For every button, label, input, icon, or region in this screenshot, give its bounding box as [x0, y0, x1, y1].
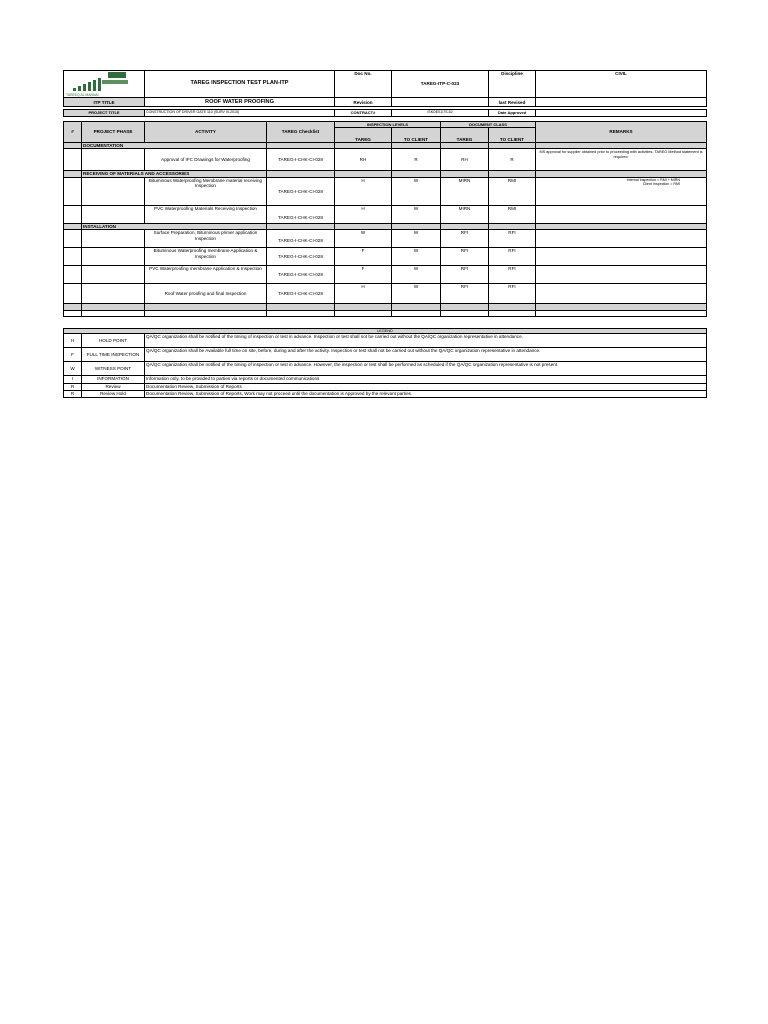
discipline-label: Discipline	[489, 71, 536, 98]
table-row	[64, 149, 707, 171]
remarks-cell	[536, 266, 707, 284]
insp-client-cell: W	[392, 248, 441, 266]
company-logo	[64, 71, 145, 98]
legend-code: R	[64, 384, 82, 391]
legend-name: Review Hold	[82, 391, 145, 398]
insp-client-cell: W	[392, 266, 441, 284]
table-row	[64, 205, 707, 223]
legend-code: I	[64, 376, 82, 384]
checklist-cell: TAREG-I-CHK-CI-028	[267, 205, 335, 223]
activity-cell: Bituminous Waterproofing Membrane material receiving Inspection	[145, 177, 267, 205]
doc-client-cell: RMI	[489, 205, 536, 223]
insp-tareg-cell: W	[335, 230, 392, 248]
table-row	[64, 311, 707, 317]
doc-client-cell: RFI	[489, 248, 536, 266]
doc-client-cell: RFI	[489, 284, 536, 304]
insp-tareg-cell: RH	[335, 149, 392, 171]
doc-tareg-cell: RFI	[441, 266, 489, 284]
insp-tareg-cell: H	[335, 284, 392, 304]
legend-desc: QA/QC organization shall be notified of the timing of inspection or test in advance. However, the inspection or test shall be performed as scheduled if the QA/QC organization representative is not present	[145, 362, 707, 376]
remarks-cell: MS approval for supplier obtained prior to proceeding with activities, TAREG Method statement is required.	[536, 149, 707, 171]
col-remarks: REMARKS	[536, 121, 707, 142]
legend-desc: Documentation Review, Submission of Reports	[145, 384, 707, 391]
legend-name: WITNESS POINT	[82, 362, 145, 376]
section-title: DOCUMENTATION	[82, 143, 267, 149]
itp-sheet	[63, 70, 706, 398]
plan-title: TAREG INSPECTION TEST PLAN-ITP	[145, 71, 335, 98]
insp-client-cell: W	[392, 205, 441, 223]
insp-client-cell: W	[392, 230, 441, 248]
itp-table	[63, 121, 707, 318]
last-revised-label: last Revised	[489, 98, 536, 107]
doc-tareg-cell: MIRN	[441, 177, 489, 205]
checklist-cell: TAREG-I-CHK-CI-028	[267, 149, 335, 171]
legend-code: W	[64, 362, 82, 376]
col-insp-client: TO CLIENT	[392, 128, 441, 143]
doc-client-cell: R	[489, 149, 536, 171]
legend-title: LEGEND	[64, 329, 707, 334]
remarks-cell	[536, 248, 707, 266]
remarks-cell	[536, 284, 707, 304]
legend-code: R	[64, 391, 82, 398]
legend-name: HOLD POINT	[82, 334, 145, 348]
legend-desc: Information only, to be provided to parties via reports or documented communications	[145, 376, 707, 384]
table-row	[64, 266, 707, 284]
itp-title-label: ITP TITLE	[64, 98, 145, 107]
doc-tareg-cell: RFI	[441, 230, 489, 248]
revision-value	[392, 98, 489, 107]
table-row	[64, 230, 707, 248]
date-approved-value	[536, 110, 707, 116]
table-row	[64, 304, 707, 311]
remarks-cell	[536, 230, 707, 248]
legend-name: FULL TIME INSPECTION	[82, 348, 145, 362]
activity-cell: Bituminous Waterproofing membrane Application & Inspection	[145, 248, 267, 266]
legend-row	[64, 362, 707, 376]
doc-no-label: Doc No.	[335, 71, 392, 98]
activity-cell: Approval of IFC Drawings for Waterproofing	[145, 149, 267, 171]
contract-label: CONTRACT#	[335, 110, 392, 116]
checklist-cell: TAREG-I-CHK-CI-028	[267, 230, 335, 248]
doc-client-cell: RMI	[489, 177, 536, 205]
doc-client-cell: RFI	[489, 230, 536, 248]
legend-code: H	[64, 334, 82, 348]
col-phase: PROJECT PHASE	[82, 121, 145, 142]
legend-name: Review	[82, 384, 145, 391]
itp-title-value: ROOF WATER PROOFING	[145, 98, 335, 107]
table-row	[64, 284, 707, 304]
col-inspection-levels: INSPECTION LEVELS	[335, 121, 441, 127]
legend-name: INFORMATION	[82, 376, 145, 384]
insp-tareg-cell: F	[335, 248, 392, 266]
header-table-3	[63, 109, 707, 116]
activity-cell: Surface Preparation, Bituminous primer application Inspection	[145, 230, 267, 248]
table-row	[64, 248, 707, 266]
insp-client-cell: W	[392, 177, 441, 205]
legend-row	[64, 391, 707, 398]
legend-row	[64, 348, 707, 362]
legend-row	[64, 376, 707, 384]
doc-client-cell: RFI	[489, 266, 536, 284]
insp-client-cell: W	[392, 284, 441, 304]
col-num: #	[64, 121, 82, 142]
last-revised-value	[536, 98, 707, 107]
checklist-cell: TAREG-I-CHK-CI-028	[267, 248, 335, 266]
legend-desc: QA/QC organization shall be Available full time on site, before, during and after the activity. Inspection or test shall not be carried out without the QA/QC organization representative in attendance.	[145, 348, 707, 362]
legend-code: F	[64, 348, 82, 362]
doc-tareg-cell: RFI	[441, 248, 489, 266]
col-activity: ACTIVITY	[145, 121, 267, 142]
checklist-cell: TAREG-I-CHK-CI-028	[267, 284, 335, 304]
activity-cell: Roof Water proofing and final Inspection	[145, 284, 267, 304]
col-checklist: TAREG Checklist	[267, 121, 335, 142]
insp-tareg-cell: H	[335, 205, 392, 223]
col-doc-client: TO CLIENT	[489, 128, 536, 143]
doc-no-value: TAREG-ITP-C-023	[392, 71, 489, 98]
activity-cell: PVC Waterproofing Materials Receiving Inspection	[145, 205, 267, 223]
header-table-2	[63, 97, 707, 107]
activity-cell: PVC Waterproofing membrane Application & Inspection	[145, 266, 267, 284]
revision-label: Revision	[335, 98, 392, 107]
legend-desc: QA/QC organization shall be notified of the timing of inspection or test in advance. Inspection or test shall not be carried out without the QA/QC organization representative in attendance.	[145, 334, 707, 348]
remarks-cell	[536, 205, 707, 223]
project-title-value: CONSTRUCTION OF DRIVER GATE 110 (SURV III-2015)	[145, 110, 335, 116]
table-row	[64, 177, 707, 205]
legend-table	[63, 328, 707, 398]
insp-tareg-cell: H	[335, 177, 392, 205]
legend-desc: Documentation Review, Submission of Reports, Work may not proceed until the documentation is Approved by the relevant parties.	[145, 391, 707, 398]
col-insp-tareg: TAREG	[335, 128, 392, 143]
section-title: INSTALLATION	[82, 223, 267, 229]
date-approved-label: Date Approved	[489, 110, 536, 116]
doc-tareg-cell: RH	[441, 149, 489, 171]
legend-row	[64, 334, 707, 348]
checklist-cell: TAREG-I-CHK-CI-028	[267, 177, 335, 205]
header-table	[63, 70, 707, 98]
remarks-cell: Internal Inspection = RMI + MIRN Client Inspection = RMI	[536, 177, 707, 205]
section-title: RECEIVING OF MATERIALS AND ACCESSORIES	[82, 171, 267, 177]
project-title-label: PROJECT TITLE	[64, 110, 145, 116]
legend-row	[64, 384, 707, 391]
logo-tagline: TAREEQ AL MANNAI	[66, 93, 99, 97]
col-document-class: DOCUMENT CLASS	[441, 121, 536, 127]
col-doc-tareg: TAREG	[441, 128, 489, 143]
doc-tareg-cell: MIRN	[441, 205, 489, 223]
insp-client-cell: R	[392, 149, 441, 171]
insp-tareg-cell: F	[335, 266, 392, 284]
contract-value: ISKDE01/7S-52	[392, 110, 489, 116]
checklist-cell: TAREG-I-CHK-CI-028	[267, 266, 335, 284]
discipline-value: CIVIL	[536, 71, 707, 98]
doc-tareg-cell: RFI	[441, 284, 489, 304]
